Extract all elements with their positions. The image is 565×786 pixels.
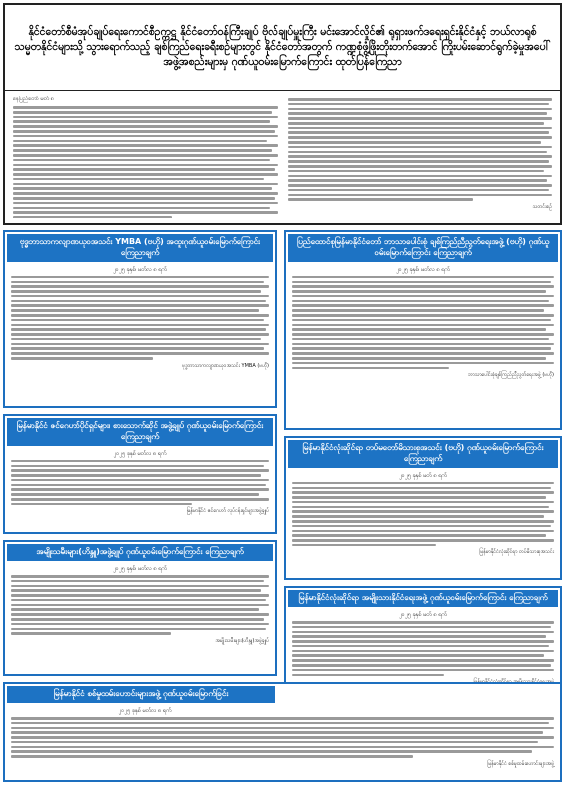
lead-column-right: [288, 96, 553, 218]
notice-paragraph: [11, 276, 269, 360]
notice-hotel-association: [3, 414, 277, 534]
notice-paragraph: [292, 482, 554, 547]
lead-paragraph-continued: [288, 98, 553, 201]
notice-paragraph: [292, 621, 554, 676]
notice-signatory: မြန်မာနိုင်ငံလုံးဆိုင်ရာ တပ်မိသားစုအသင်း: [479, 549, 554, 556]
lead-paragraph: [13, 106, 278, 218]
notice-body: [5, 264, 275, 373]
notice-paragraph: [11, 460, 269, 506]
notice-body: [5, 563, 275, 648]
notice-title: မြန်မာနိုင်ငံ စစ်မှုထမ်းဟောင်းများအဖွဲ့ ဂုဏ်ယူဝမ်းမြောက်ခြင်း: [7, 686, 275, 703]
notice-date: ၂၀၂၅ ခုနှစ်၊ မတ်လ ၈ ရက်: [113, 266, 167, 273]
notice-signatory: မြန်မာနိုင်ငံ ဇင်ဂေဟာ် လုပ်ငန်းရှင်များအဖွဲ့ချုပ်: [186, 508, 269, 515]
notice-body: [5, 448, 275, 519]
notice-signatory: ဗုဒ္ဓဘာသာကလျာဏယုဝအသင်း YMBA (ဗဟို): [182, 362, 269, 369]
notice-date: ၂၀၂၅ ခုနှစ် မတ် ၈ ရက်: [399, 611, 447, 618]
notice-hindu-women: [3, 540, 277, 676]
lead-column-left: [13, 96, 278, 218]
notice-signatory: အမျိုးသမီးများ(ဟိန္ဒူ)အဖွဲ့ချုပ်: [215, 637, 269, 644]
notice-signatory: မြန်မာနိုင်ငံ စစ်မှုထမ်းဟောင်းများအဖွဲ့: [487, 760, 554, 767]
lead-dateline: နေပြည်တော် မတ် ၈: [13, 96, 54, 102]
notice-title: မြန်မာနိုင်ငံလုံးဆိုင်ရာ တပ်မတော်မိသားစုအသင်း (ဗဟို) ဂုဏ်ယူဝမ်းမြောက်ကြောင်း ကြေညာချက်: [288, 440, 558, 468]
notice-title: အမျိုးသမီးများ(ဟိန္ဒူ)အဖွဲ့ချုပ် ဂုဏ်ယူဝမ်းမြောက်ကြောင်း ကြေညာချက်: [7, 544, 273, 561]
notice-date: ၂၀၂၅ ခုနှစ်၊ မတ်လ ၈ ရက်: [113, 565, 167, 572]
notice-signatory: ဘာသာပေါင်းစုံချစ်ကြည်ညီညွတ်ရေးအဖွဲ့ (ဗဟို): [467, 372, 554, 379]
notice-date: ၂၀၂၅ ခုနှစ် မတ် ၈ ရက်: [399, 472, 447, 479]
notice-interfaith: [284, 230, 562, 430]
notice-paragraph: [11, 575, 269, 635]
notice-date: ၂၀၂၅ ခုနှစ် မတ်လ ၈ ရက်: [113, 450, 167, 457]
lead-headline: နိုင်ငံတော်စီမံအုပ်ချုပ်ရေးကောင်စီဥက္ကဋ္ဌ နိုင်ငံတော်ဝန်ကြီးချုပ် ဗိုလ်ချုပ်မှူးကြီး မင်းအောင်လှိုင်၏ ရုရှားဖက်ဒရေးရှင်းနိုင်ငံနှင့် ဘယ်လာရုစ်သမ္မတနိုင်ငံများသို့ သွားရောက်သည့် ချစ်ကြည်ရေးခရီးစဉ်များတွင် နိုင်ငံတော်အတွက် ကဏ္ဍစုံဖွံ့ဖြိုးတိုးတက်အောင် ကြိုးပမ်းဆောင်ရွက်ခဲ့မှုအပေါ် အဖွဲ့အစည်းများမှ ဂုဏ်ယူဝမ်းမြောက်ကြောင်း ထုတ်ပြန်ကြေညာ: [14, 25, 551, 69]
notice-body: [5, 705, 560, 771]
notice-title: ဗုဒ္ဓဘာသာကလျာဏယုဝအသင်း YMBA (ဗဟို) အထူးဂုဏ်ယူဝမ်းမြောက်ကြောင်း ကြေညာချက်: [7, 234, 273, 262]
lead-announcement: [3, 3, 562, 225]
notice-title: မြန်မာနိုင်ငံလုံးဆိုင်ရာ အမျိုးသားနိုင်ငံရေးအဖွဲ့ ဂုဏ်ယူဝမ်းမြောက်ကြောင်း ကြေညာချက်: [288, 590, 558, 607]
lead-headline-box: [5, 5, 560, 91]
notice-body: [286, 264, 560, 383]
notice-paragraph: [292, 276, 554, 369]
notice-date: ၂၀၂၅ ခုနှစ်၊ မတ်လ ၈ ရက်: [396, 266, 450, 273]
notice-ymba: [3, 230, 277, 408]
notice-military-family: [284, 436, 562, 580]
lead-body: [5, 91, 560, 223]
notice-title: ပြည်ထောင်စုမြန်မာနိုင်ငံတော် ဘာသာပေါင်းစုံ ချစ်ကြည်ညီညွတ်ရေးအဖွဲ့ (ဗဟို) ဂုဏ်ယူဝမ်းမြောက်ကြောင်း ကြေညာချက်: [288, 234, 558, 262]
notice-veterans: [3, 682, 562, 782]
notice-paragraph: [11, 717, 554, 758]
notice-date: ၂၀၂၅ ခုနှစ် မတ်လ ၈ ရက်: [118, 707, 172, 714]
notice-body: [286, 609, 560, 689]
lead-source: သတင်းစဉ်: [532, 204, 552, 210]
notice-body: [286, 470, 560, 560]
notice-title: မြန်မာနိုင်ငံ ဇင်ဂေဟာ်ပိုင်ရှင်များ၊ စားသောက်ဆိုင် အဖွဲ့ချုပ် ဂုဏ်ယူဝမ်းမြောက်ကြောင်း ကြေညာချက်: [7, 418, 273, 446]
